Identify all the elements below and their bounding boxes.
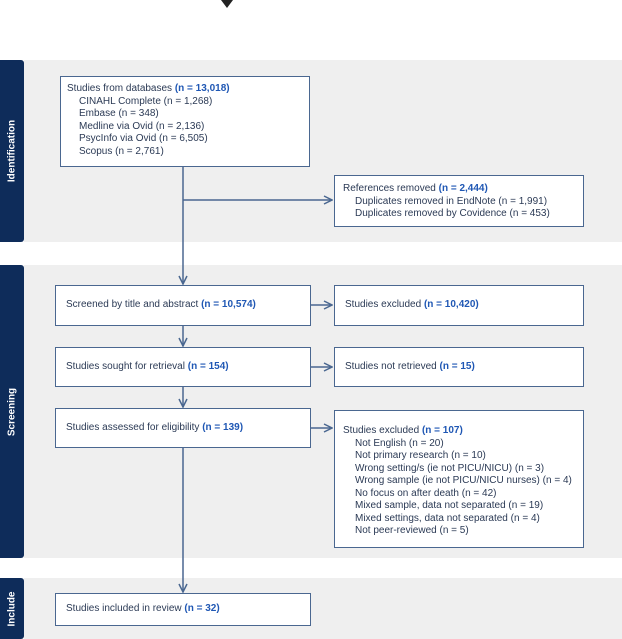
not-retrieved-count: (n = 15) [439, 360, 475, 372]
exclusion-reason: No focus on after death (n = 42) [355, 487, 497, 499]
removed-item: Duplicates removed by Covidence (n = 453) [355, 208, 550, 219]
assessed-count: (n = 139) [202, 421, 244, 433]
screened-label: Screened by title and abstract [66, 299, 202, 311]
database-item: Scopus (n = 2,761) [79, 145, 164, 157]
stage-screening-label: Screening [6, 387, 18, 436]
excluded-full-count: (n = 107) [421, 425, 463, 436]
screened-box [55, 285, 311, 326]
database-item: Medline via Ovid (n = 2,136) [79, 120, 205, 132]
databases-count: (n = 13,018) [174, 83, 230, 94]
stage-include-label: Include [6, 590, 18, 627]
not-retrieved-box [334, 347, 584, 387]
exclusion-reason: Not English (n = 20) [355, 437, 444, 449]
excluded-screen-box [334, 285, 584, 326]
database-item: Embase (n = 348) [79, 108, 159, 119]
included-count: (n = 32) [184, 603, 220, 615]
sought-box [55, 347, 311, 387]
removed-count: (n = 2,444) [438, 183, 488, 194]
top-arrowhead [221, 0, 233, 8]
screened-count: (n = 10,574) [201, 299, 256, 311]
exclusion-reason: Mixed sample, data not separated (n = 19) [355, 500, 544, 511]
exclusion-reason: Mixed settings, data not separated (n = 4) [355, 512, 540, 524]
stage-identification-label: Identification [6, 119, 18, 183]
exclusion-reason: Not peer-reviewed (n = 5) [355, 525, 469, 536]
not-retrieved-label: Studies not retrieved [345, 360, 440, 372]
excluded-full-label: Studies excluded [343, 425, 422, 436]
removed-label: References removed [343, 183, 439, 194]
excluded-screen-count: (n = 10,420) [423, 299, 479, 311]
references-removed-box [334, 175, 584, 227]
assessed-label: Studies assessed for eligibility [66, 421, 203, 433]
excluded-full-box [334, 410, 584, 548]
exclusion-reason: Not primary research (n = 10) [355, 450, 486, 461]
removed-item: Duplicates removed in EndNote (n = 1,991) [355, 195, 548, 207]
included-label: Studies included in review [66, 603, 185, 615]
sought-count: (n = 154) [187, 360, 229, 372]
exclusion-reason: Wrong sample (ie not PICU/NICU nurses) (n = 4) [355, 475, 572, 486]
included-box [55, 593, 311, 626]
sought-label: Studies sought for retrieval [66, 360, 188, 372]
assessed-box [55, 408, 311, 448]
databases-box [60, 76, 310, 167]
exclusion-reason: Wrong setting/s (ie not PICU/NICU) (n = 3) [355, 462, 545, 474]
excluded-screen-label: Studies excluded [345, 299, 424, 311]
databases-label: Studies from databases [67, 83, 175, 94]
database-item: PsycInfo via Ovid (n = 6,505) [79, 133, 208, 144]
database-item: CINAHL Complete (n = 1,268) [79, 95, 213, 107]
